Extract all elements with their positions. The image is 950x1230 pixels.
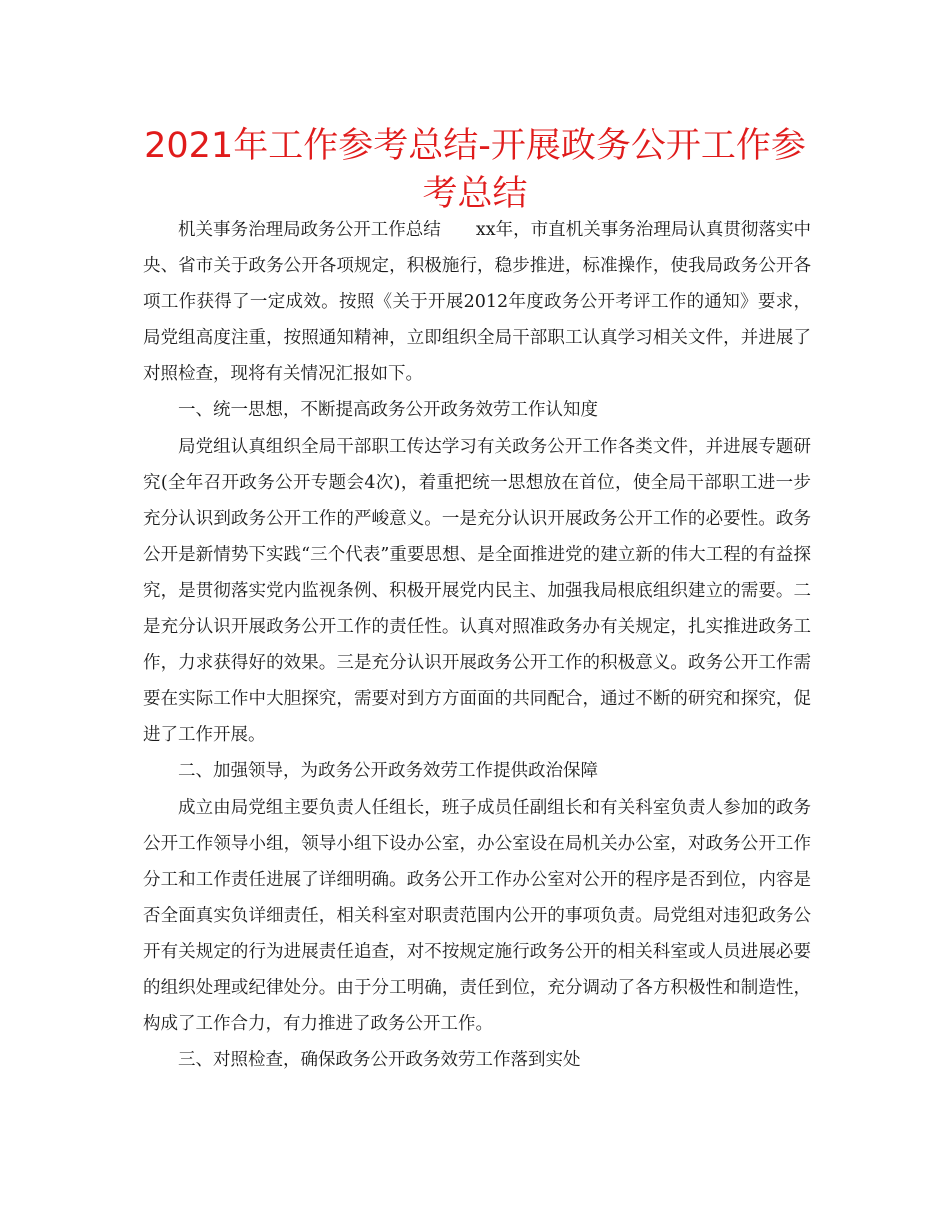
section-heading-2: 二、加强领导，为政务公开政务效劳工作提供政治保障	[178, 761, 598, 782]
paragraph-intro: 机关事务治理局政务公开工作总结 xx年，市直机关事务治理局认真贯彻落实中央、省市关于政务公开各项规定，积极施行，稳步推进，标准操作，使我局政务公开各项工作获得了一定成效。按照《关于开展2012年度政务公开考评工作的通知》要求，局党组高度注重，按照通知精神，立即组织全局干部职工认真学习相关文件，并进展了对照检查，现将有关情况汇报如下。	[143, 220, 811, 385]
paragraph-section-2: 成立由局党组主要负责人任组长，班子成员任副组长和有关科室负责人参加的政务公开工作领导小组，领导小组下设办公室，办公室设在局机关办公室，对政务公开工作分工和工作责任进展了详细明确。政务公开工作办公室对公开的程序是否到位，内容是否全面真实负详细责任，相关科室对职责范围内公开的事项负责。局党组对违犯政务公开有关规定的行为进展责任追查，对不按规定施行政务公开的相关科室或人员进展必要的组织处理或纪律处分。由于分工明确，责任到位，充分调动了各方积极性和制造性，构成了工作合力，有力推进了政务公开工作。	[143, 797, 811, 1035]
document-title: 2021年工作参考总结-开展政务公开工作参考总结	[144, 126, 806, 214]
paragraph-section-1: 局党组认真组织全局干部职工传达学习有关政务公开工作各类文件，并进展专题研究(全年召开政务公开专题会4次)，着重把统一思想放在首位，使全局干部职工进一步充分认识到政务公开工作的严峻意义。一是充分认识开展政务公开工作的必要性。政务公开是新情势下实践“三个代表”重要思想、是全面推进党的建立新的伟大工程的有益探究，是贯彻落实党内监视条例、积极开展党内民主、加强我局根底组织建立的需要。二是充分认识开展政务公开工作的责任性。认真对照准政务办有关规定，扎实推进政务工作，力求获得好的效果。三是充分认识开展政务公开工作的积极意义。政务公开工作需要在实际工作中大胆探究，需要对到方方面面的共同配合，通过不断的研究和探究，促进了工作开展。	[143, 436, 811, 746]
document-body	[143, 212, 811, 1078]
section-heading-1: 一、统一思想，不断提高政务公开政务效劳工作认知度	[178, 400, 598, 421]
section-heading-3: 三、对照检查，确保政务公开政务效劳工作落到实处	[178, 1050, 581, 1071]
